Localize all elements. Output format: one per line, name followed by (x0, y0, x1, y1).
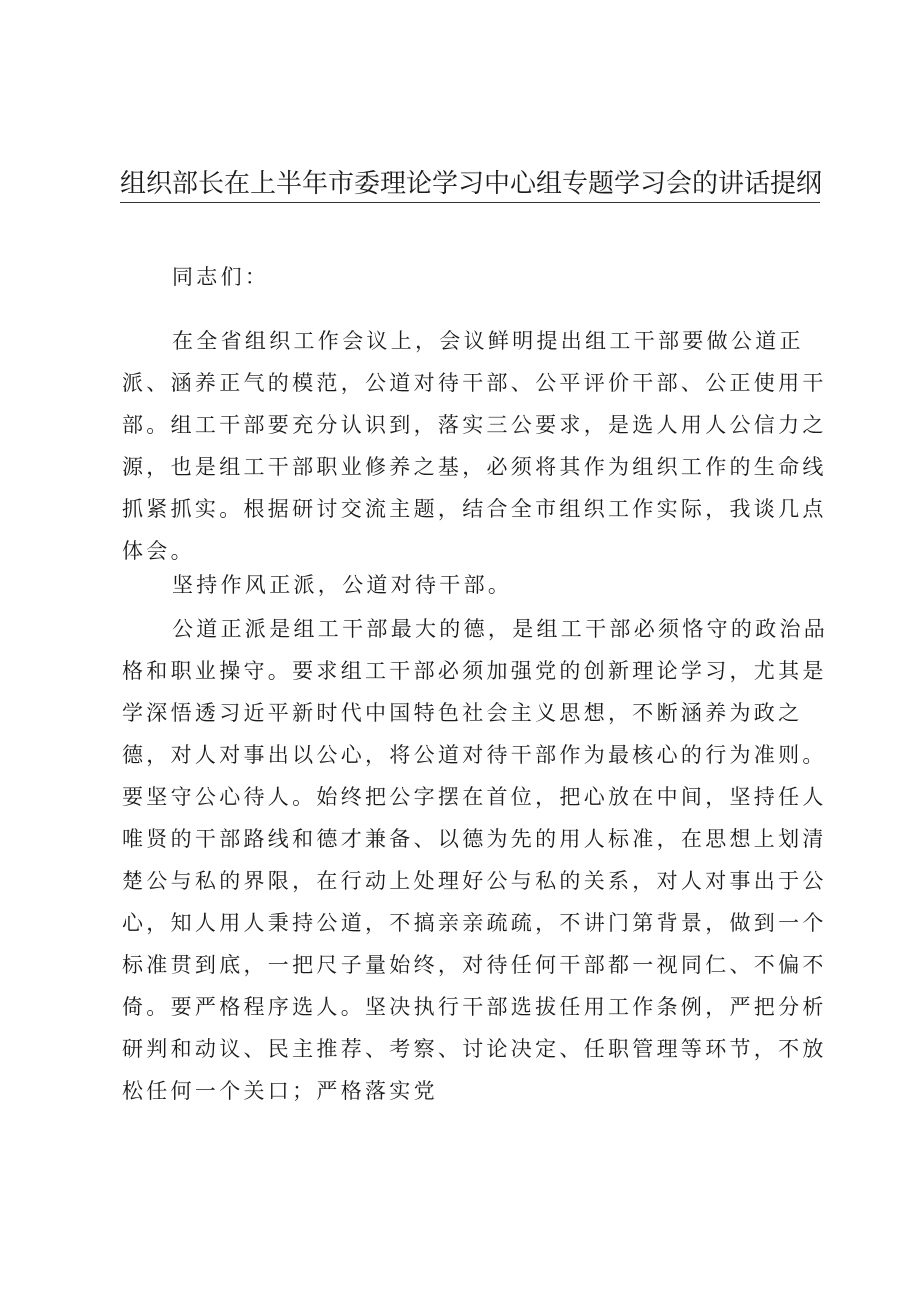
document-title: 组织部长在上半年市委理论学习中心组专题学习会的讲话提纲 (120, 166, 820, 203)
body-paragraph: 公道正派是组工干部最大的德，是组工干部必须恪守的政治品格和职业操守。要求组工干部必须加强党的创新理论学习，尤其是学深悟透习近平新时代中国特色社会主义思想，不断涵养为政之德，对人对事出以公心，将公道对待干部作为最核心的行为准则。要坚守公心待人。始终把公字摆在首位，把心放在中间，坚持任人唯贤的干部路线和德才兼备、以德为先的用人标准，在思想上划清楚公与私的界限，在行动上处理好公与私的关系，对人对事出于公心，知人用人秉持公道，不搞亲亲疏疏，不讲门第背景，做到一个标准贯到底，一把尺子量始终，对待任何干部都一视同仁、不偏不倚。要严格程序选人。坚决执行干部选拔任用工作条例，严把分析研判和动议、民主推荐、考察、讨论决定、任职管理等环节，不放松任何一个关口；严格落实党 (122, 617, 829, 1103)
intro-paragraph: 在全省组织工作会议上，会议鲜明提出组工干部要做公道正派、涵养正气的模范，公道对待干部、公平评价干部、公正使用干部。组工干部要充分认识到，落实三公要求，是选人用人公信力之源，也是组工干部职业修养之基，必须将其作为组织工作的生命线抓紧抓实。根据研讨交流主题，结合全市组织工作实际，我谈几点体会。 (122, 329, 827, 563)
salutation-paragraph: 同志们： (172, 265, 270, 289)
section-heading-paragraph: 坚持作风正派，公道对待干部。 (172, 573, 513, 597)
